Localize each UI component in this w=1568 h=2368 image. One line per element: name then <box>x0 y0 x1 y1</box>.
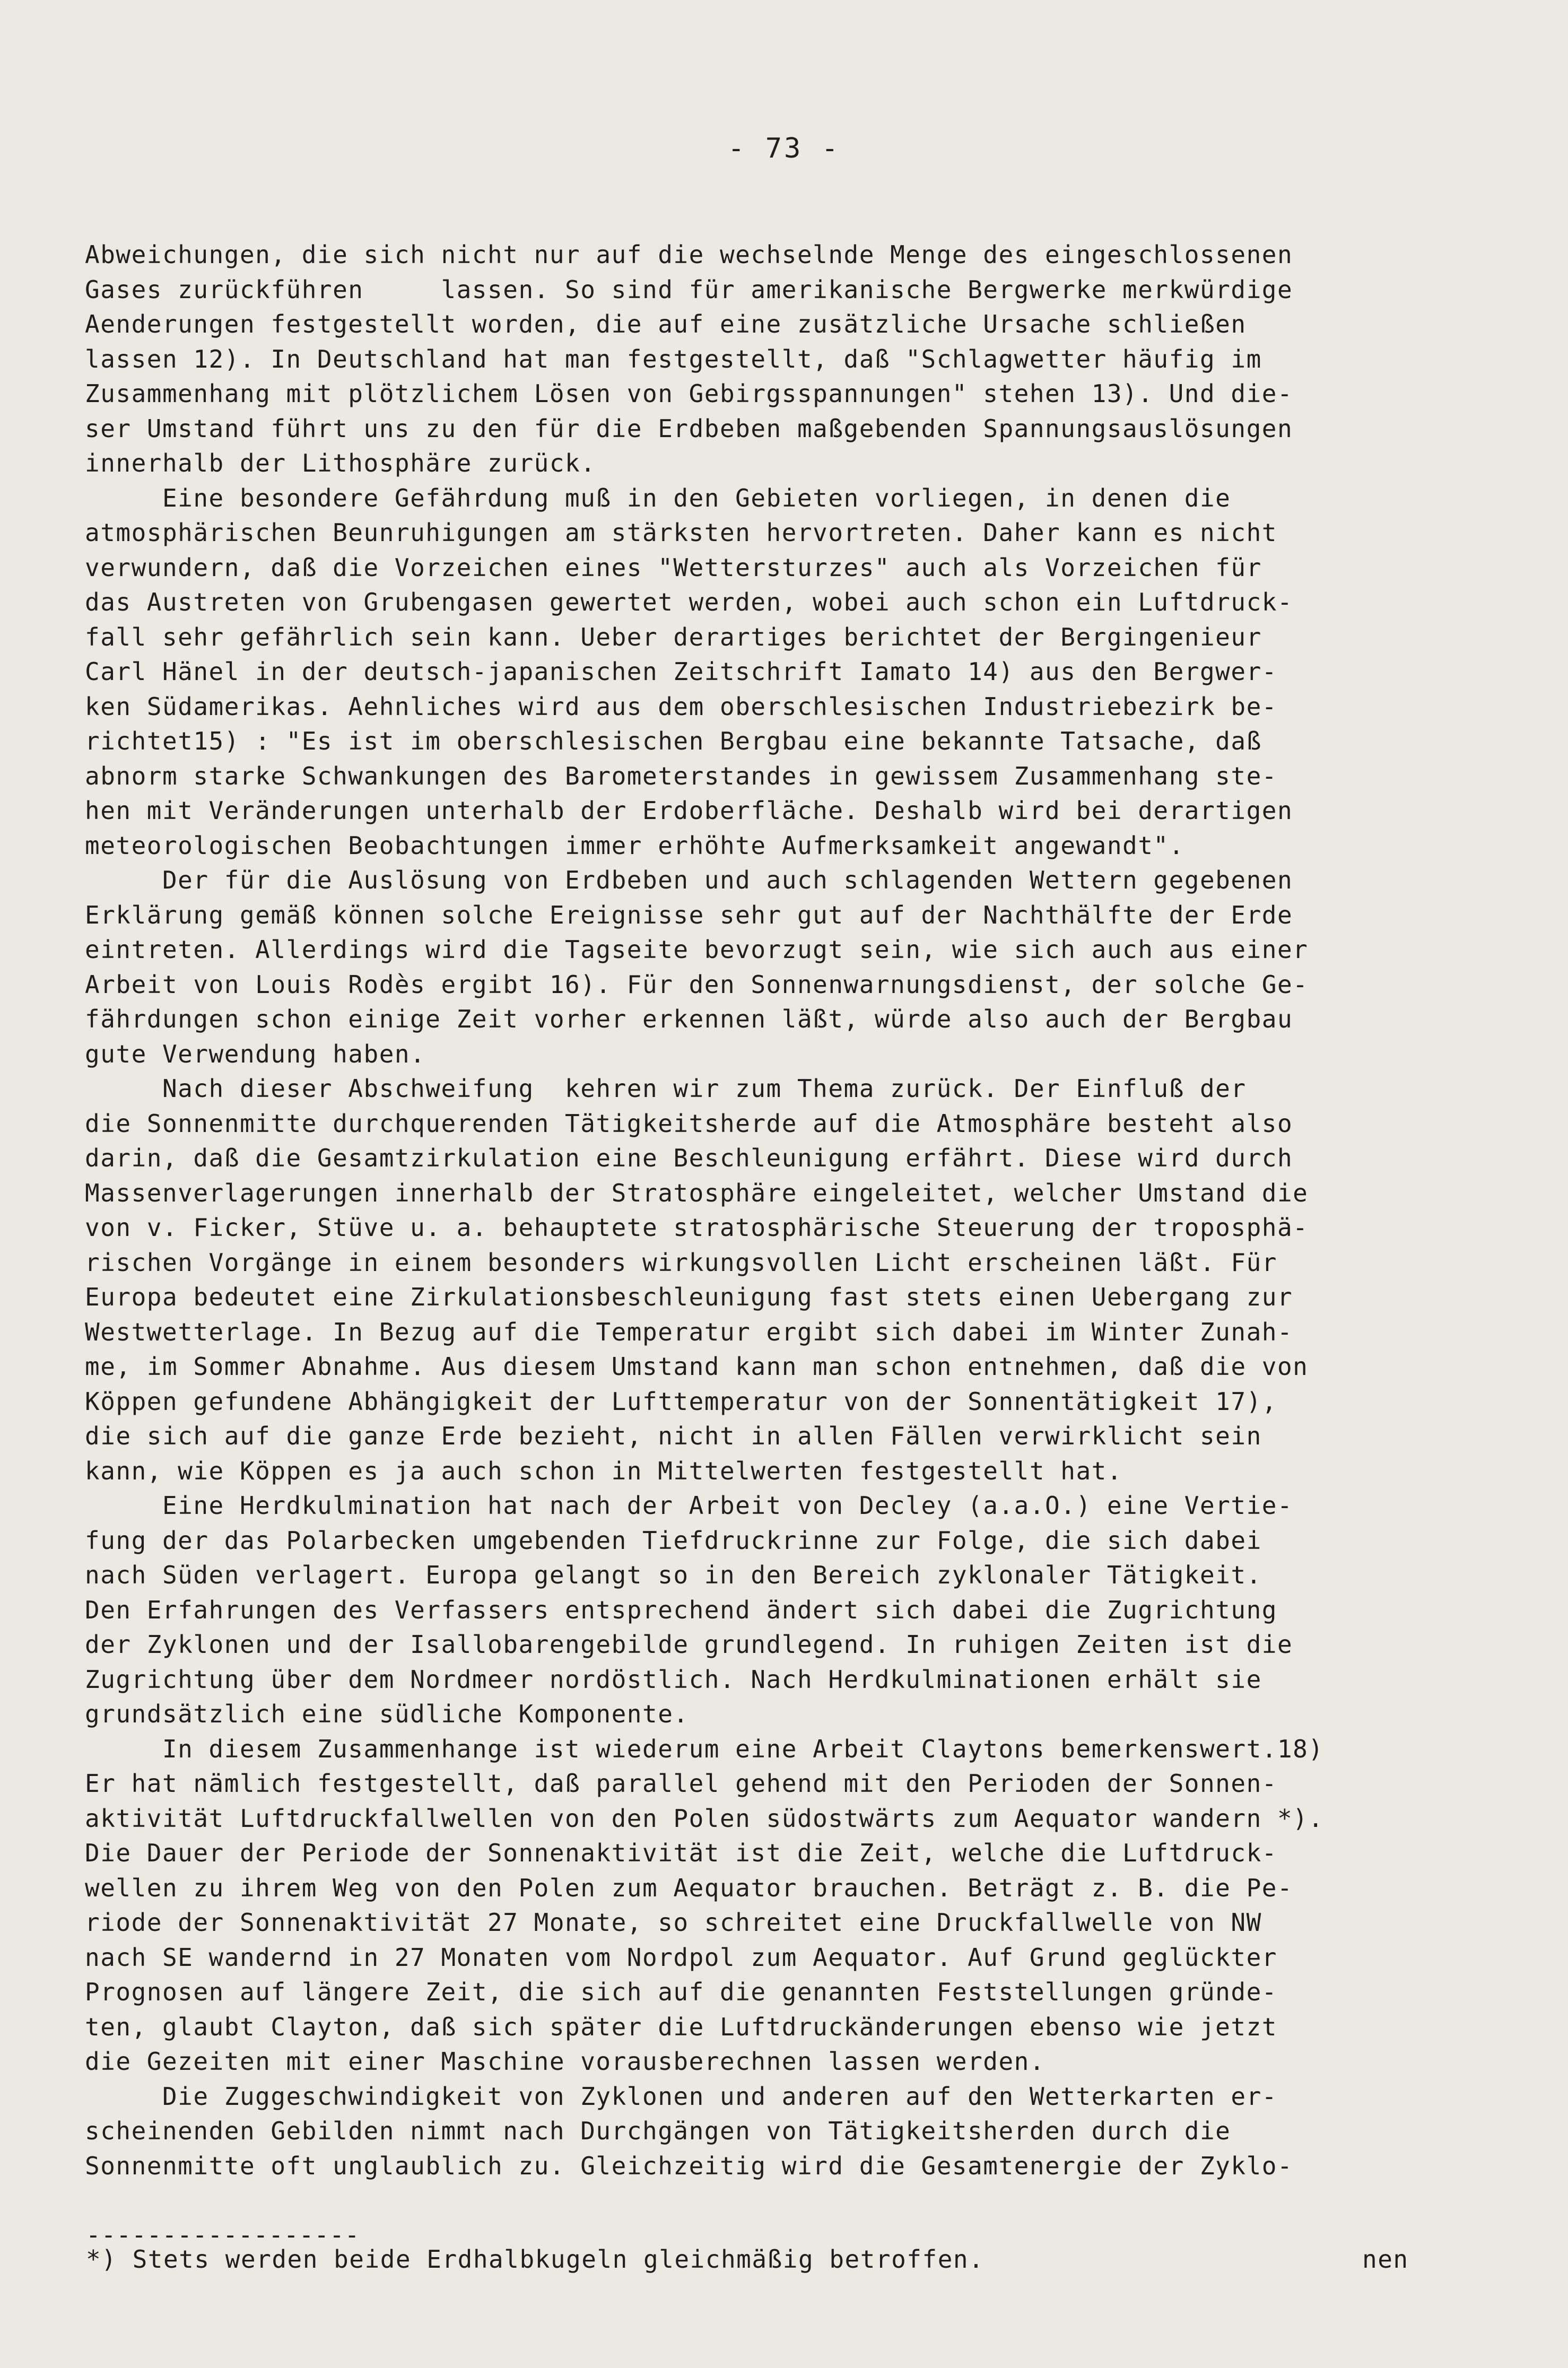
text-line: ken Südamerikas. Aehnliches wird aus dem oberschlesischen Industriebezirk be- <box>85 692 1277 721</box>
text-line: von v. Ficker, Stüve u. a. behauptete stratosphärische Steuerung der troposphä- <box>85 1213 1309 1242</box>
text-line: gute Verwendung haben. <box>85 1039 426 1068</box>
text-line: nach Süden verlagert. Europa gelangt so in den Bereich zyklonaler Tätigkeit. <box>85 1561 1262 1589</box>
text-line: Westwetterlage. In Bezug auf die Temperatur ergibt sich dabei im Winter Zunah- <box>85 1317 1293 1346</box>
text-line: grundsätzlich eine südliche Komponente. <box>85 1700 689 1728</box>
text-line: verwundern, daß die Vorzeichen eines "Wettersturzes" auch als Vorzeichen für <box>85 553 1262 582</box>
text-line: hen mit Veränderungen unterhalb der Erdoberfläche. Deshalb wird bei derartigen <box>85 796 1293 825</box>
text-line: die sich auf die ganze Erde bezieht, nicht in allen Fällen verwirklicht sein <box>85 1422 1262 1450</box>
text-line: Europa bedeutet eine Zirkulationsbeschleunigung fast stets einen Uebergang zur <box>85 1283 1293 1311</box>
text-line: Nach dieser Abschweifung kehren wir zum Thema zurück. Der Einfluß der <box>85 1074 1247 1103</box>
text-line: fall sehr gefährlich sein kann. Ueber derartiges berichtet der Bergingenieur <box>85 622 1262 651</box>
text-line: die Gezeiten mit einer Maschine vorausberechnen lassen werden. <box>85 2047 1046 2076</box>
text-line: In diesem Zusammenhange ist wiederum eine Arbeit Claytons bemerkenswert.18) <box>85 1734 1324 1763</box>
text-line: Den Erfahrungen des Verfassers entsprechend ändert sich dabei die Zugrichtung <box>85 1595 1277 1624</box>
text-line: meteorologischen Beobachtungen immer erhöhte Aufmerksamkeit angewandt". <box>85 831 1184 860</box>
page-number: - 73 - <box>728 133 840 164</box>
text-line: scheinenden Gebilden nimmt nach Durchgängen von Tätigkeitsherden durch die <box>85 2117 1231 2145</box>
text-line: Der für die Auslösung von Erdbeben und auch schlagenden Wettern gegebenen <box>85 866 1293 894</box>
text-line: lassen 12). In Deutschland hat man festgestellt, daß "Schlagwetter häufig im <box>85 344 1262 373</box>
text-line: atmosphärischen Beunruhigungen am stärksten hervortreten. Daher kann es nicht <box>85 518 1277 547</box>
text-line: ser Umstand führt uns zu den für die Erdbeben maßgebenden Spannungsauslösungen <box>85 414 1293 443</box>
text-line: nach SE wandernd in 27 Monaten vom Nordpol zum Aequator. Auf Grund geglückter <box>85 1943 1277 1972</box>
text-line: me, im Sommer Abnahme. Aus diesem Umstand kann man schon entnehmen, daß die von <box>85 1352 1309 1381</box>
text-line: der Zyklonen und der Isallobarengebilde grundlegend. In ruhigen Zeiten ist die <box>85 1630 1293 1659</box>
body-text <box>85 238 1443 2183</box>
text-line: aktivität Luftdruckfallwellen von den Polen südostwärts zum Aequator wandern *). <box>85 1804 1324 1833</box>
text-line: darin, daß die Gesamtzirkulation eine Beschleunigung erfährt. Diese wird durch <box>85 1144 1293 1172</box>
text-line: richtet15) : "Es ist im oberschlesischen Bergbau eine bekannte Tatsache, daß <box>85 727 1262 755</box>
text-line: innerhalb der Lithosphäre zurück. <box>85 449 596 477</box>
text-line: Carl Hänel in der deutsch-japanischen Zeitschrift Iamato 14) aus den Bergwer- <box>85 657 1277 686</box>
text-line: Massenverlagerungen innerhalb der Stratosphäre eingeleitet, welcher Umstand die <box>85 1178 1309 1207</box>
text-line: Gases zurückführen lassen. So sind für amerikanische Bergwerke merkwürdige <box>85 275 1293 304</box>
text-line: Eine besondere Gefährdung muß in den Gebieten vorliegen, in denen die <box>85 483 1231 512</box>
text-line: fährdungen schon einige Zeit vorher erkennen läßt, würde also auch der Bergbau <box>85 1005 1293 1033</box>
text-line: Abweichungen, die sich nicht nur auf die wechselnde Menge des eingeschlossenen <box>85 240 1293 269</box>
page-continuation-word: nen <box>1362 2245 1409 2274</box>
footnote: *) Stets werden beide Erdhalbkugeln gleichmäßig betroffen. <box>86 2245 985 2274</box>
text-line: die Sonnenmitte durchquerenden Tätigkeitsherde auf die Atmosphäre besteht also <box>85 1109 1293 1138</box>
text-line: Köppen gefundene Abhängigkeit der Lufttemperatur von der Sonnentätigkeit 17), <box>85 1387 1277 1416</box>
text-line: Erklärung gemäß können solche Ereignisse sehr gut auf der Nachthälfte der Erde <box>85 900 1293 929</box>
text-line: rischen Vorgänge in einem besonders wirkungsvollen Licht erscheinen läßt. Für <box>85 1248 1277 1277</box>
text-line: kann, wie Köppen es ja auch schon in Mittelwerten festgestellt hat. <box>85 1456 1123 1485</box>
text-line: Zusammenhang mit plötzlichem Lösen von Gebirgsspannungen" stehen 13). Und die- <box>85 379 1293 408</box>
text-line: eintreten. Allerdings wird die Tagseite bevorzugt sein, wie sich auch aus einer <box>85 935 1309 964</box>
text-line: Eine Herdkulmination hat nach der Arbeit von Decley (a.a.O.) eine Vertie- <box>85 1491 1293 1520</box>
text-line: Arbeit von Louis Rodès ergibt 16). Für den Sonnenwarnungsdienst, der solche Ge- <box>85 970 1309 999</box>
text-line: ten, glaubt Clayton, daß sich später die Luftdruckänderungen ebenso wie jetzt <box>85 2012 1277 2041</box>
text-line: Zugrichtung über dem Nordmeer nordöstlich. Nach Herdkulminationen erhält sie <box>85 1665 1262 1694</box>
text-line: wellen zu ihrem Weg von den Polen zum Aequator brauchen. Beträgt z. B. die Pe- <box>85 1873 1293 1902</box>
text-line: Die Zuggeschwindigkeit von Zyklonen und anderen auf den Wetterkarten er- <box>85 2082 1277 2111</box>
text-line: Aenderungen festgestellt worden, die auf eine zusätzliche Ursache schließen <box>85 310 1247 338</box>
text-line: riode der Sonnenaktivität 27 Monate, so schreitet eine Druckfallwelle von NW <box>85 1908 1262 1937</box>
text-line: Er hat nämlich festgestellt, daß parallel gehend mit den Perioden der Sonnen- <box>85 1769 1277 1798</box>
footnote-separator: ------------------ <box>86 2221 360 2249</box>
text-line: abnorm starke Schwankungen des Barometerstandes in gewissem Zusammenhang ste- <box>85 761 1277 790</box>
text-line: Sonnenmitte oft unglaublich zu. Gleichzeitig wird die Gesamtenergie der Zyklo- <box>85 2151 1293 2180</box>
text-line: das Austreten von Grubengasen gewertet werden, wobei auch schon ein Luftdruck- <box>85 588 1293 616</box>
text-line: Prognosen auf längere Zeit, die sich auf die genannten Feststellungen gründe- <box>85 1978 1277 2006</box>
text-line: fung der das Polarbecken umgebenden Tiefdruckrinne zur Folge, die sich dabei <box>85 1526 1262 1555</box>
text-line: Die Dauer der Periode der Sonnenaktivität ist die Zeit, welche die Luftdruck- <box>85 1839 1277 1867</box>
